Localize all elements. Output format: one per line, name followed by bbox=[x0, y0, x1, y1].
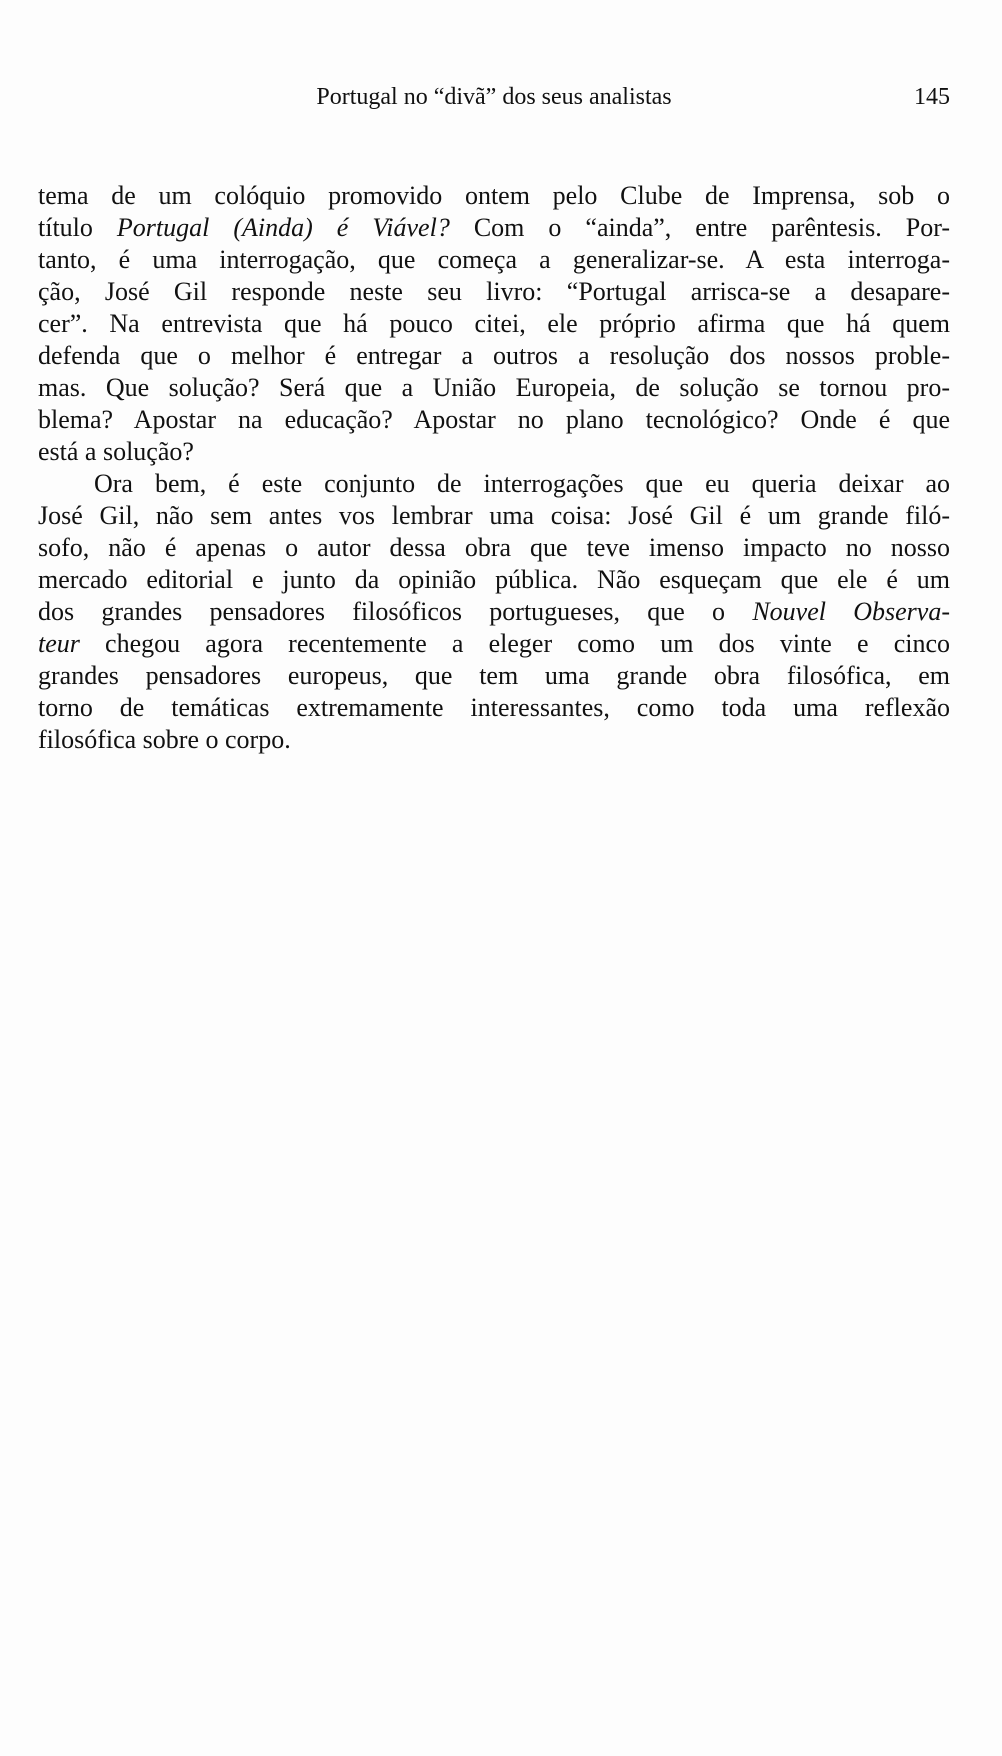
italic-title: Portugal (Ainda) é Viável? bbox=[116, 213, 450, 242]
running-title: Portugal no “divã” dos seus analistas bbox=[316, 84, 672, 110]
text-line-indented: Ora bem, é este conjunto de interrogações que eu queria deixar ao bbox=[94, 469, 950, 498]
text-line: José Gil, não sem antes vos lembrar uma coisa: José Gil é um grande filó- bbox=[38, 501, 950, 530]
body-text bbox=[38, 180, 950, 756]
text-line: torno de temáticas extremamente interessantes, como toda uma reflexão bbox=[38, 693, 950, 722]
text-line: filosófica sobre o corpo. bbox=[38, 725, 291, 754]
text-line: sofo, não é apenas o autor dessa obra que teve imenso impacto no nosso bbox=[38, 533, 950, 562]
text-line: dos grandes pensadores filosóficos portugueses, que o Nouvel Observa- bbox=[38, 597, 950, 626]
text-line: teur chegou agora recentemente a eleger como um dos vinte e cinco bbox=[38, 629, 950, 658]
text-line: blema? Apostar na educação? Apostar no plano tecnológico? Onde é que bbox=[38, 405, 950, 434]
text-line: tanto, é uma interrogação, que começa a generalizar-se. A esta interroga- bbox=[38, 245, 950, 274]
italic-title: teur bbox=[38, 629, 80, 658]
page-number: 145 bbox=[914, 84, 950, 110]
text-line: ção, José Gil responde neste seu livro: “Portugal arrisca-se a desapare- bbox=[38, 277, 950, 306]
text-line: mercado editorial e junto da opinião pública. Não esqueçam que ele é um bbox=[38, 565, 950, 594]
text-line: título Portugal (Ainda) é Viável? Com o “ainda”, entre parêntesis. Por- bbox=[38, 213, 950, 242]
text-line: está a solução? bbox=[38, 437, 194, 466]
text-line: cer”. Na entrevista que há pouco citei, ele próprio afirma que há quem bbox=[38, 309, 950, 338]
running-head bbox=[38, 80, 950, 114]
italic-title: Nouvel Observa- bbox=[752, 597, 950, 626]
text-line: mas. Que solução? Será que a União Europeia, de solução se tornou pro- bbox=[38, 373, 950, 402]
text-line: grandes pensadores europeus, que tem uma grande obra filosófica, em bbox=[38, 661, 950, 690]
text-line: defenda que o melhor é entregar a outros a resolução dos nossos proble- bbox=[38, 341, 950, 370]
text-line: tema de um colóquio promovido ontem pelo Clube de Imprensa, sob o bbox=[38, 181, 950, 210]
